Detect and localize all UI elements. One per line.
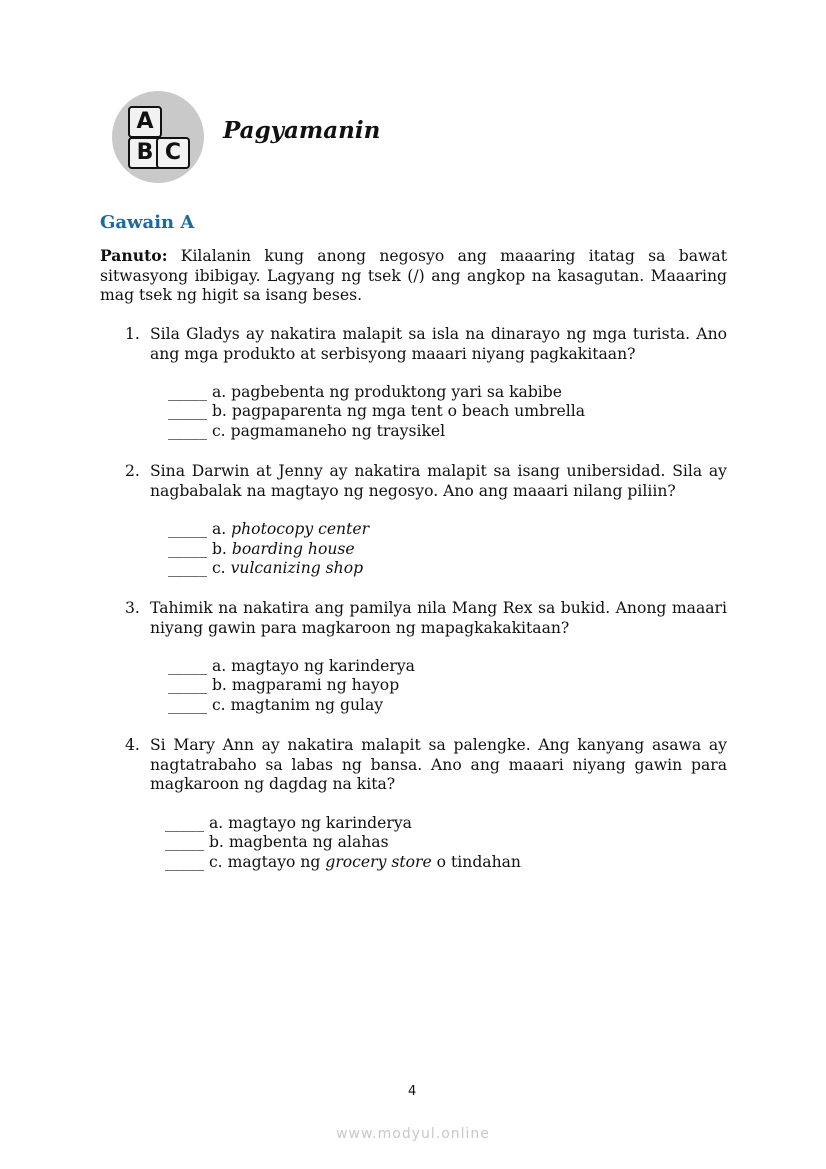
watermark: www.modyul.online: [336, 1126, 490, 1142]
answer-blank[interactable]: _____: [168, 383, 207, 401]
option-2a[interactable]: _____ a. photocopy center: [168, 520, 370, 538]
option-text: magtayo ng karinderya: [228, 814, 412, 832]
option-2b[interactable]: _____ b. boarding house: [168, 540, 355, 558]
question-3: [125, 599, 727, 638]
question-text: Si Mary Ann ay nakatira malapit sa palengke. Ang kanyang asawa ay nagtatrabaho sa labas ng bansa. Ano ang maaari niyang gawin para magkaroon ng dagdag na kita?: [150, 736, 727, 794]
option-text-after: o tindahan: [431, 853, 521, 871]
answer-blank[interactable]: _____: [165, 814, 204, 832]
question-1: [125, 325, 727, 364]
option-1b[interactable]: _____ b. pagpaparenta ng mga tent o beach umbrella: [168, 402, 586, 420]
page-number: 4: [408, 1084, 417, 1099]
answer-blank[interactable]: _____: [168, 657, 207, 675]
option-text: boarding house: [231, 540, 355, 558]
option-3c[interactable]: _____ c. magtanim ng gulay: [168, 696, 384, 714]
question-text: Sila Gladys ay nakatira malapit sa isla na dinarayo ng mga turista. Ano ang mga produkto at serbisyong maaari niyang pagkakitaan?: [150, 325, 727, 363]
question-number: 1.: [125, 325, 140, 343]
answer-blank[interactable]: _____: [168, 559, 207, 577]
answer-blank[interactable]: _____: [168, 676, 207, 694]
option-text: magparami ng hayop: [231, 676, 400, 694]
answer-blank[interactable]: _____: [168, 402, 207, 420]
option-text-italic: grocery store: [325, 853, 432, 871]
option-text: vulcanizing shop: [230, 559, 364, 577]
answer-blank[interactable]: _____: [168, 422, 207, 440]
option-2c[interactable]: _____ c. vulcanizing shop: [168, 559, 364, 577]
option-text: magbenta ng alahas: [228, 833, 389, 851]
question-number: 4.: [125, 736, 140, 754]
option-4a[interactable]: _____ a. magtayo ng karinderya: [165, 814, 412, 832]
block-a: A: [128, 106, 162, 138]
option-4c[interactable]: _____ c. magtayo ng grocery store o tindahan: [165, 853, 521, 871]
option-text: pagmamaneho ng traysikel: [230, 422, 446, 440]
option-3b[interactable]: _____ b. magparami ng hayop: [168, 676, 400, 694]
instructions: [100, 246, 727, 306]
question-number: 2.: [125, 462, 140, 480]
answer-blank[interactable]: _____: [165, 853, 204, 871]
question-text: Tahimik na nakatira ang pamilya nila Mang Rex sa bukid. Anong maaari niyang gawin para magkaroon ng mapagkakakitaan?: [150, 599, 727, 637]
option-1a[interactable]: _____ a. pagbebenta ng produktong yari sa kabibe: [168, 383, 563, 401]
question-text: Sina Darwin at Jenny ay nakatira malapit sa isang unibersidad. Sila ay nagbabalak na magtayo ng negosyo. Ano ang maaari nilang piliin?: [150, 462, 727, 500]
option-text: pagbebenta ng produktong yari sa kabibe: [231, 383, 563, 401]
option-text: magtayo ng: [227, 853, 326, 871]
instructions-label: Panuto:: [100, 246, 168, 265]
block-b: B: [128, 137, 162, 169]
option-text: photocopy center: [231, 520, 370, 538]
instructions-text: Kilalanin kung anong negosyo ang maaaring itatag sa bawat sitwasyong ibibigay. Lagyang ng tsek (/) ang angkop na kasagutan. Maaaring mag tsek ng higit sa isang beses.: [100, 247, 727, 305]
answer-blank[interactable]: _____: [168, 696, 207, 714]
answer-blank[interactable]: _____: [168, 520, 207, 538]
question-4: [125, 736, 727, 795]
question-2: [125, 462, 727, 501]
section-title: Gawain A: [100, 212, 195, 233]
answer-blank[interactable]: _____: [165, 833, 204, 851]
block-c: C: [156, 137, 190, 169]
option-1c[interactable]: _____ c. pagmamaneho ng traysikel: [168, 422, 446, 440]
page-title: Pagyamanin: [223, 117, 381, 144]
option-text: magtayo ng karinderya: [231, 657, 415, 675]
option-4b[interactable]: _____ b. magbenta ng alahas: [165, 833, 389, 851]
abc-blocks-icon: [112, 91, 204, 183]
option-text: magtanim ng gulay: [230, 696, 384, 714]
option-3a[interactable]: _____ a. magtayo ng karinderya: [168, 657, 415, 675]
answer-blank[interactable]: _____: [168, 540, 207, 558]
option-text: pagpaparenta ng mga tent o beach umbrella: [231, 402, 586, 420]
question-number: 3.: [125, 599, 140, 617]
